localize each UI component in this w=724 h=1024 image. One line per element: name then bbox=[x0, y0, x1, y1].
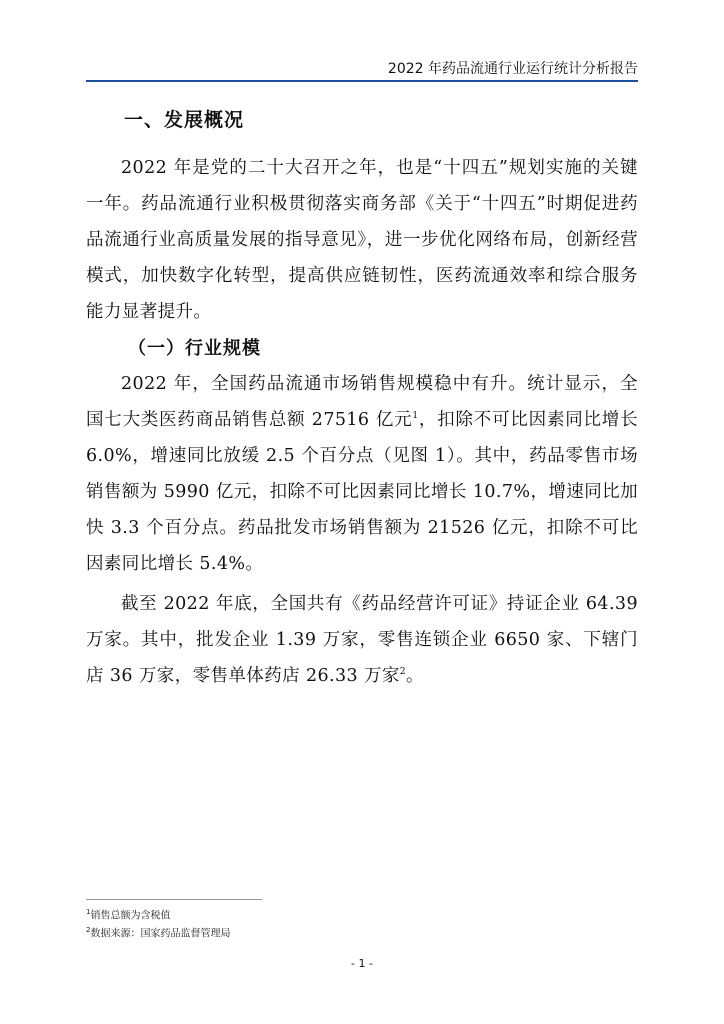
enterprise-paragraph bbox=[86, 586, 638, 694]
enterprise-text-start: 截至 2022 年底，全国共有《药品经营许可证》持证企业 64.39 万家。其中，批发企业 1.39 万家，零售连锁企业 6650 家、下辖门店 36 万家，零售单体药店 26.33 万家 bbox=[86, 594, 638, 686]
footnote-2 bbox=[86, 923, 230, 941]
footnote-1 bbox=[86, 905, 230, 923]
footnote-divider bbox=[86, 899, 262, 900]
report-title: 2022 年药品流通行业运行统计分析报告 bbox=[387, 61, 638, 77]
footnote-mark-2: 2 bbox=[86, 926, 91, 935]
intro-paragraph: 2022 年是党的二十大召开之年，也是“十四五”规划实施的关键一年。药品流通行业积极贯彻落实商务部《关于“十四五”时期促进药品流通行业高质量发展的指导意见》，进一步优化网络布局，创新经营模式，加快数字化转型，提高供应链韧性，医药流通效率和综合服务能力显著提升。 bbox=[86, 158, 638, 322]
subsection-heading: （一）行业规模 bbox=[128, 338, 261, 359]
page-header bbox=[86, 56, 638, 82]
section-heading: 一、发展概况 bbox=[124, 109, 245, 131]
footnote-ref-1: 1 bbox=[412, 411, 419, 422]
scale-text-start: 2022 年，全国药品流通市场销售规模稳中有升。统计显示，全国七大类医药商品销售总额 27516 亿元 bbox=[86, 374, 638, 430]
footnotes bbox=[86, 905, 230, 942]
page-number: - 1 - bbox=[351, 957, 373, 970]
footnote-ref-2: 2 bbox=[399, 667, 406, 678]
scale-text-end: ，扣除不可比因素同比增长 6.0%，增速同比放缓 2.5 个百分点（见图 1）。其中，药品零售市场销售额为 5990 亿元，扣除不可比因素同比增长 10.7%，增速同比加快 3.3 个百分点。药品批发市场销售额为 21526 亿元，扣除不可比因素同比增长 5.4%。 bbox=[86, 410, 638, 574]
footnote-text-2: 数据来源：国家药品监督管理局 bbox=[90, 928, 231, 940]
scale-paragraph bbox=[86, 366, 638, 582]
footnote-text-1: 销售总额为含税值 bbox=[90, 910, 171, 922]
enterprise-text-end: 。 bbox=[405, 666, 424, 686]
footnote-mark-1: 1 bbox=[86, 908, 91, 916]
page-body bbox=[86, 105, 638, 698]
